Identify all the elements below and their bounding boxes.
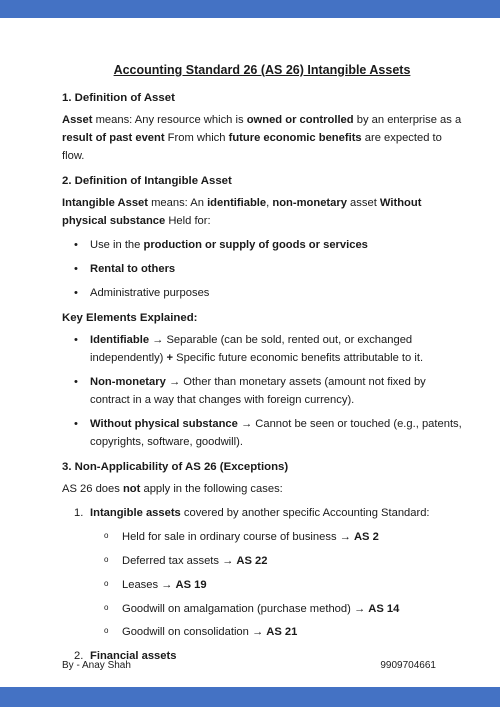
text-run: → Other than monetary assets (amount not fixed by contract in a way that changes with foreign currency). — [90, 375, 426, 406]
bold-text: AS 21 — [266, 626, 298, 639]
exception-text — [90, 507, 430, 519]
bold-text: not — [122, 482, 141, 495]
text-run: by an enterprise as a — [353, 114, 462, 127]
bold-text: Financial assets — [90, 650, 177, 663]
sub-list-item — [90, 553, 462, 571]
key-elements-list — [62, 332, 462, 452]
list-item — [62, 332, 462, 368]
list-number: 2. — [74, 650, 84, 663]
section-1-heading: 1. Definition of Asset — [62, 92, 175, 104]
document-body — [62, 60, 462, 670]
intangible-asset-definition — [62, 195, 462, 231]
bold-text: identifiable — [207, 197, 267, 210]
bottom-color-band — [0, 687, 500, 707]
section-2-heading: 2. Definition of Intangible Asset — [62, 175, 232, 188]
text-run: → Cannot be seen or touched (e.g., patents, copyrights, software, goodwill). — [90, 417, 462, 448]
text-run: Specific future economic benefits attributable to it. — [173, 352, 424, 365]
bold-text: non-monetary — [272, 197, 347, 210]
bold-text: Rental to others — [90, 263, 176, 276]
text-run: AS 26 does — [62, 482, 123, 495]
list-item — [62, 374, 462, 410]
list-item — [62, 285, 462, 303]
text-run: Use in the — [90, 239, 144, 252]
text-run: Held for: — [165, 215, 211, 228]
footer-author: By - Anay Shah — [62, 660, 131, 671]
key-elements-heading: Key Elements Explained: — [62, 311, 198, 324]
bold-text: future economic benefits — [228, 132, 362, 145]
text-run: covered by another specific Accounting Standard: — [180, 506, 430, 519]
text-run: , — [266, 197, 273, 210]
text-run: Deferred tax assets → — [122, 554, 237, 567]
text-run: Leases → — [122, 578, 176, 591]
list-item — [62, 237, 462, 255]
bold-text: AS 14 — [368, 602, 400, 615]
list-number: 1. — [74, 506, 84, 519]
sub-list-item — [90, 529, 462, 547]
text-run: means: An — [148, 197, 208, 210]
text-run: Goodwill on amalgamation (purchase method) → — [122, 602, 369, 615]
bold-text: Intangible Asset — [62, 197, 148, 210]
text-run: asset — [346, 197, 380, 210]
sub-list-item — [90, 577, 462, 595]
document-title: Accounting Standard 26 (AS 26) Intangible Assets — [113, 63, 411, 77]
text-run: Administrative purposes — [90, 286, 210, 299]
list-item — [62, 261, 462, 279]
asset-definition — [62, 112, 462, 166]
page-footer — [62, 660, 436, 671]
section-3-heading: 3. Non-Applicability of AS 26 (Exceptions) — [62, 460, 289, 473]
sub-list-item — [90, 624, 462, 642]
bold-text: Asset — [62, 114, 93, 127]
text-run: Goodwill on consolidation → — [122, 626, 267, 639]
top-color-band — [0, 0, 500, 18]
bold-text: Intangible assets — [90, 506, 181, 519]
sub-list-item — [90, 601, 462, 619]
footer-phone: 9909704661 — [380, 660, 436, 671]
held-for-list — [62, 237, 462, 303]
bold-text: result of past event — [62, 132, 165, 145]
text-run: Held for sale in ordinary course of business → — [122, 530, 354, 543]
text-run: are expected to flow. — [62, 132, 442, 163]
bold-text: AS 22 — [236, 554, 268, 567]
bold-text: Without physical substance — [90, 417, 238, 430]
text-run: apply in the following cases: — [140, 482, 283, 495]
bold-text: owned or controlled — [246, 114, 354, 127]
text-run: From which — [164, 132, 229, 145]
text-run: means: Any resource which is — [92, 114, 247, 127]
bold-text: + — [166, 352, 174, 365]
bold-text: Non-monetary — [90, 375, 166, 388]
list-item — [62, 416, 462, 452]
bold-text: Identifiable — [90, 334, 150, 347]
bold-text: AS 2 — [353, 530, 379, 543]
bold-text: AS 19 — [175, 578, 207, 591]
standard-sublist — [90, 529, 462, 643]
exception-item-1 — [62, 505, 462, 643]
bold-text: production or supply of goods or services — [143, 239, 368, 252]
non-applicability-intro — [62, 481, 462, 499]
exceptions-list — [62, 505, 462, 666]
bold-text: Without physical substance — [62, 197, 422, 228]
text-run: → Separable (can be sold, rented out, or exchanged independently) — [90, 334, 413, 365]
